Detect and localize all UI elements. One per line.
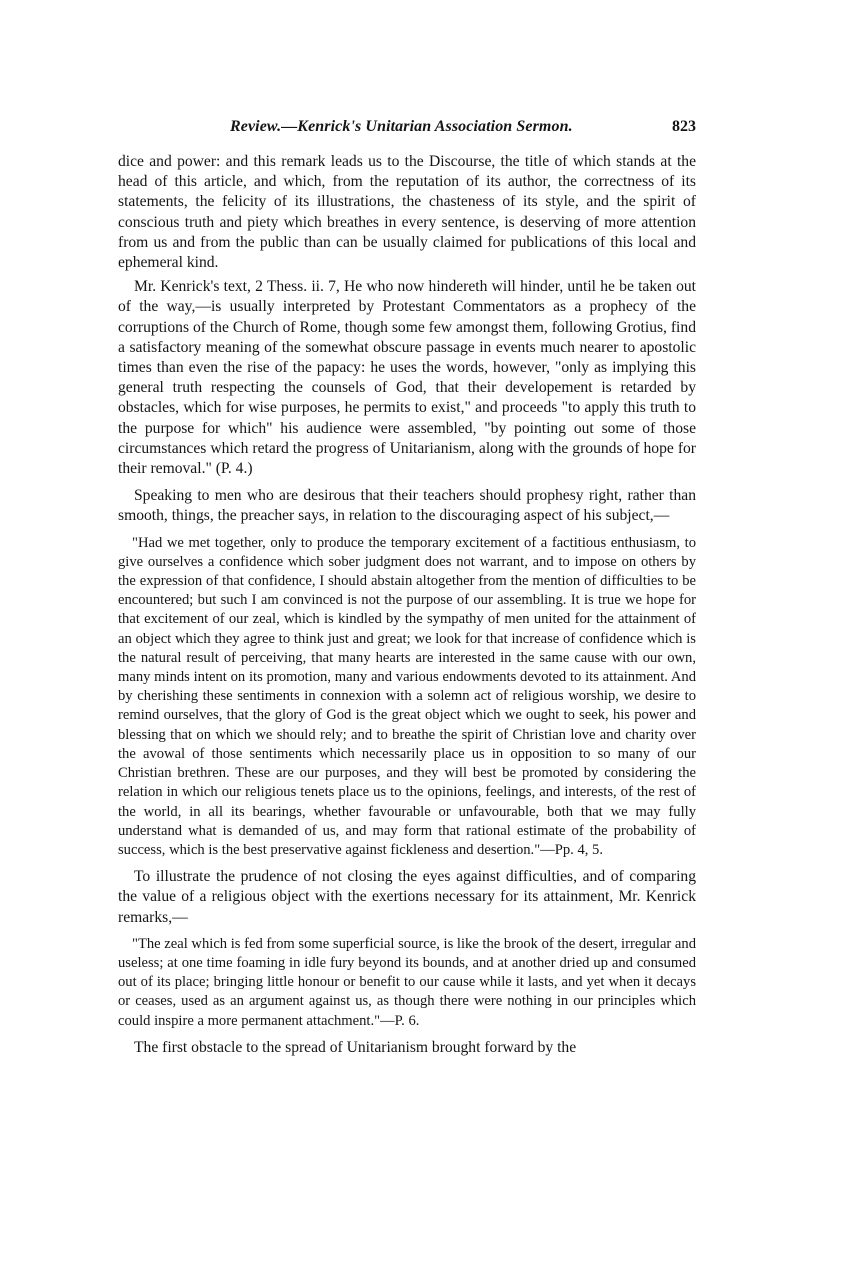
page-body <box>118 152 696 1058</box>
running-title: Review.—Kenrick's Unitarian Association Sermon. <box>230 118 573 135</box>
page-number: 823 <box>672 118 696 135</box>
running-header <box>118 118 696 140</box>
paragraph-first-obstacle: The first obstacle to the spread of Unitarianism brought forward by the <box>134 1038 577 1056</box>
block-quote-excitement: "Had we met together, only to produce the temporary excitement of a factitious enthusiasm, to give ourselves a confidence which sober judgment does not warrant, and to impose on others by the expression of that confidence, I should abstain altogether from the mention of difficulties to be encountered; but such I am convinced is not the purpose of our assembling. It is true we hope for that excitement of our zeal, which is kindled by the sympathy of men united for the attainment of an object which they agree to think just and great; we look for that increase of confidence which is the natural result of perceiving, that many hearts are interested in the same cause with our own, many minds intent on its promotion, many and various endowments devoted to its attainment. And by cherishing these sentiments in connexion with a solemn act of religious worship, we desire to remind ourselves, that the glory of God is the great object which we ought to seek, his power and blessing that on which we should rely; and to breathe the spirit of Christian love and charity over the avowal of those sentiments which necessarily place us in opposition to so many of our Christian brethren. These are our purposes, and they will best be promoted by considering the relation in which our religious tenets place us to the opinions, feelings, and interests, of the rest of the world, in all its bearings, whether favourable or unfavourable, both that we may fully understand what is demanded of us, and may form that rational estimate of the probability of success, which is the best preservative against fickleness and desertion."—Pp. 4, 5. <box>118 534 696 858</box>
block-quote-zeal: "The zeal which is fed from some superficial source, is like the brook of the desert, irregular and useless; at one time foaming in idle fury beyond its bounds, and at another dried up and consumed out of its place; bringing little honour or benefit to our cause while it lasts, and yet when it decays or ceases, used as an argument against us, as though there were nothing in our principles which could inspire a more permanent attachment."—P. 6. <box>118 935 696 1029</box>
paragraph-continuation: dice and power: and this remark leads us to the Discourse, the title of which stands at the head of this article, and which, from the reputation of its author, the correctness of its statements, the felicity of its illustrations, the chasteness of its style, and the spirit of conscious truth and piety which breathes in every sentence, is deserving of more attention from us and from the public than can be usually claimed for publications of this local and ephemeral kind. <box>118 153 696 272</box>
paragraph-illustrate: To illustrate the prudence of not closing the eyes against difficulties, and of comparing the value of a religious object with the exertions necessary for its attainment, Mr. Kenrick remarks,— <box>118 868 696 926</box>
paragraph-speaking: Speaking to men who are desirous that their teachers should prophesy right, rather than smooth, things, the preacher says, in relation to the discouraging aspect of his subject,— <box>118 487 696 525</box>
paragraph-text-commentary: Mr. Kenrick's text, 2 Thess. ii. 7, He who now hindereth will hinder, until he be taken out of the way,—is usually interpreted by Protestant Commentators as a prophecy of the corruptions of the Church of Rome, though some few amongst them, following Grotius, find a satisfactory meaning of the somewhat obscure passage in events much nearer to apostolic times than even the rise of the papacy: he uses the words, however, "only as implying this general truth respecting the counsels of God, that their developement is retarded by obstacles, which for wise purposes, he permits to exist," and proceeds "to apply this truth to the purpose for which" his audience were assembled, "by pointing out some of those circumstances which retard the progress of Unitarianism, along with the grounds of hope for their removal." (P. 4.) <box>118 278 696 478</box>
